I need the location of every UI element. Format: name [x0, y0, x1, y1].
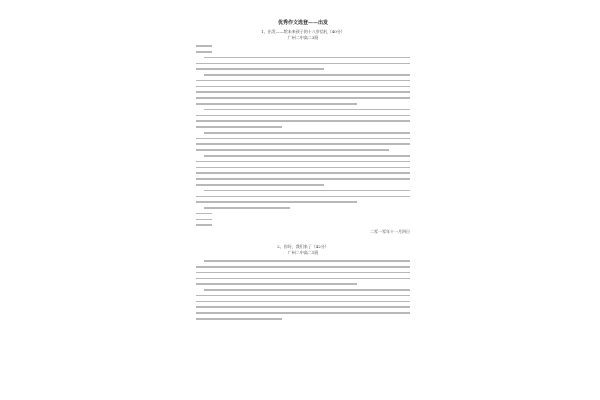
text-line [196, 143, 410, 145]
section-2-author: 广州二中高二1班 [287, 250, 319, 255]
text-line [196, 51, 212, 53]
text-line [196, 115, 410, 117]
text-line [204, 57, 410, 59]
text-line [196, 178, 410, 180]
section-gap [196, 235, 410, 244]
text-line [204, 207, 290, 209]
text-line [196, 86, 410, 88]
text-line [196, 219, 212, 221]
paragraph [196, 74, 410, 105]
text-line [196, 301, 410, 303]
signature-block [196, 213, 410, 226]
section-1-text [196, 45, 410, 235]
text-line [196, 213, 212, 215]
text-line [196, 126, 282, 128]
text-line [196, 63, 410, 65]
text-line [196, 295, 410, 297]
text-line [204, 260, 410, 262]
text-line [196, 80, 410, 82]
text-line [196, 312, 410, 314]
paragraph [196, 260, 410, 285]
text-line [196, 120, 410, 122]
text-line [196, 318, 282, 320]
text-line [196, 201, 357, 203]
text-line [196, 91, 410, 93]
text-line [196, 138, 410, 140]
text-line [196, 149, 389, 151]
document-date: 二零一零年十一月四日 [370, 229, 410, 234]
text-line [196, 283, 357, 285]
section-2-text [196, 260, 410, 319]
document-body [196, 20, 410, 320]
paragraph [196, 109, 410, 128]
text-line [196, 45, 212, 47]
text-line [196, 161, 410, 163]
text-line [196, 278, 410, 280]
text-line [196, 306, 410, 308]
paragraph [196, 289, 410, 320]
paragraph [196, 155, 410, 186]
text-line [204, 155, 410, 157]
text-line [204, 132, 410, 134]
paragraph [196, 132, 410, 151]
section-1-heading: 1、出发——给未来孩子的十八岁信札（40分） [261, 29, 345, 34]
text-line [196, 172, 410, 174]
text-line [196, 272, 410, 274]
text-line [196, 266, 410, 268]
paragraph [196, 57, 410, 70]
text-line [196, 103, 357, 105]
text-line [204, 289, 410, 291]
text-line [204, 190, 410, 192]
paragraph [196, 207, 410, 209]
text-line [196, 224, 212, 226]
section-1-author: 广州二中高二3班 [287, 35, 319, 40]
text-line [196, 196, 410, 198]
text-line [204, 109, 410, 111]
text-line [196, 167, 410, 169]
section-2-heading: 2、你好，我们来了（42分） [277, 244, 329, 249]
document-title: 优秀作文选登——出发 [277, 20, 328, 26]
text-line [196, 97, 410, 99]
text-line [196, 184, 324, 186]
text-line [204, 74, 410, 76]
text-line [196, 68, 324, 70]
paragraph [196, 190, 410, 203]
